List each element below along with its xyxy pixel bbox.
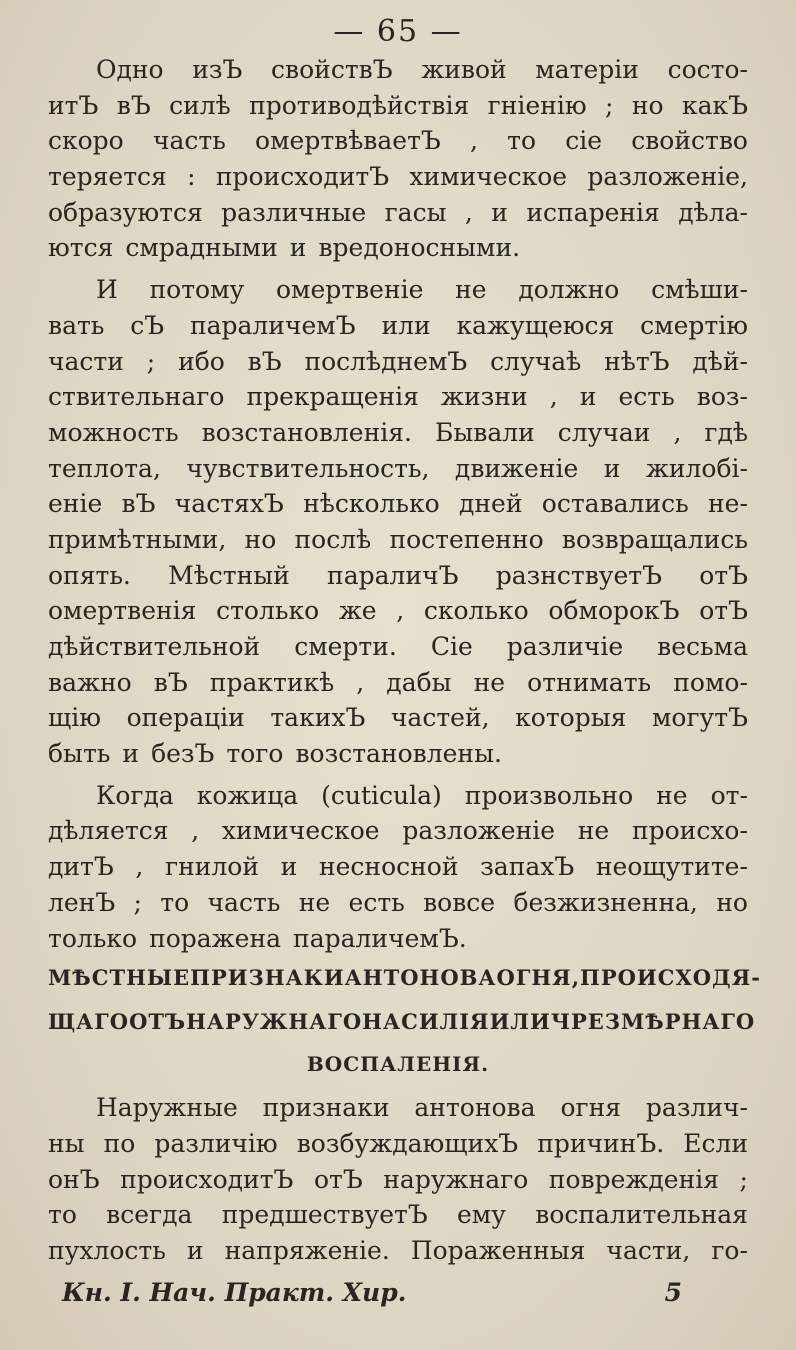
text-line: щію операціи такихЪ частей, которыя могутЪ bbox=[48, 703, 748, 733]
text-line: Когда кожица (cuticula) произвольно не от- bbox=[96, 780, 748, 810]
text-line: дѣляется , химическое разложеніе не происхо- bbox=[48, 816, 748, 846]
text-line: онЪ происходитЪ отЪ наружнаго поврежденія ; bbox=[48, 1164, 748, 1194]
page-number: — 65 — bbox=[333, 14, 463, 49]
section-heading-last-line: ВОСПАЛЕНІЯ. bbox=[306, 1052, 490, 1077]
text-line: опять. Мѣстный параличЪ разнствуетЪ отЪ bbox=[48, 560, 748, 590]
section-heading-line: ЩАГО ОТЪ НАРУЖНАГО НАСИЛІЯ ИЛИ ЧРЕЗМѢРНАГО bbox=[48, 1009, 756, 1035]
paragraph-container bbox=[48, 52, 761, 1269]
text-line: ствительнаго прекращенія жизни , и есть воз- bbox=[48, 382, 748, 412]
text-line: пухлость и напряженіе. Пораженныя части, го- bbox=[48, 1235, 748, 1265]
text-line: можность возстановленія. Бывали случаи , гдѣ bbox=[48, 417, 748, 447]
text-line: важно вЪ практикѣ , дабы не отнимать помо- bbox=[48, 667, 748, 697]
footer-sheet-number: 5 bbox=[664, 1278, 682, 1307]
text-line: теплота, чувствительность, движеніе и жилобі- bbox=[48, 453, 748, 483]
text-line: Наружные признаки антонова огня различ- bbox=[96, 1093, 748, 1123]
text-line: теряется : происходитЪ химическое разложеніе, bbox=[48, 162, 748, 192]
text-line: ленЪ ; то часть не есть вовсе безжизненна, но bbox=[48, 887, 748, 917]
text-line: только поражена параличемЪ. bbox=[48, 923, 467, 953]
text-line: то всегда предшествуетЪ ему воспалительная bbox=[48, 1200, 748, 1230]
text-line: примѣтными, но послѣ постепенно возвращались bbox=[48, 524, 748, 554]
text-line: ются смрадными и вредоносными. bbox=[48, 233, 521, 263]
text-line: дѣйствительной смерти. Сіе различіе весьма bbox=[48, 632, 748, 661]
text-line: дитЪ , гнилой и несносной запахЪ неощутите- bbox=[48, 852, 748, 882]
text-line: части ; ибо вЪ послѣднемЪ случаѣ нѣтЪ дѣй- bbox=[48, 346, 748, 376]
text-line: образуются различные гасы , и испаренія дѣла- bbox=[48, 197, 748, 227]
text-line: ны по различію возбуждающихЪ причинЪ. Если bbox=[48, 1128, 748, 1158]
text-line: быть и безЪ того возстановлены. bbox=[48, 739, 502, 769]
body-text bbox=[48, 52, 761, 1269]
section-heading-line: МѢСТНЫЕ ПРИЗНАКИ АНТОНОВА ОГНЯ , ПРОИСХОДЯ- bbox=[48, 965, 761, 991]
text-line: вать сЪ параличемЪ или кажущеюся смертію bbox=[48, 310, 748, 340]
text-line: Одно изЪ свойствЪ живой матеріи состо- bbox=[96, 55, 748, 84]
text-line: И потому омертвеніе не должно смѣши- bbox=[96, 275, 748, 305]
text-line: итЪ вЪ силѣ противодѣйствія гніенію ; но какЪ bbox=[48, 90, 748, 120]
text-line: скоро часть омертвѣваетЪ , то сіе свойство bbox=[48, 126, 748, 156]
text-line: омертвенія столько же , сколько обморокЪ отЪ bbox=[48, 596, 748, 626]
footer bbox=[62, 1278, 682, 1307]
text-line: еніе вЪ частяхЪ нѣсколько дней оставались не- bbox=[48, 489, 748, 519]
footer-signature: Кн. I. Нач. Практ. Хир. bbox=[62, 1278, 407, 1307]
